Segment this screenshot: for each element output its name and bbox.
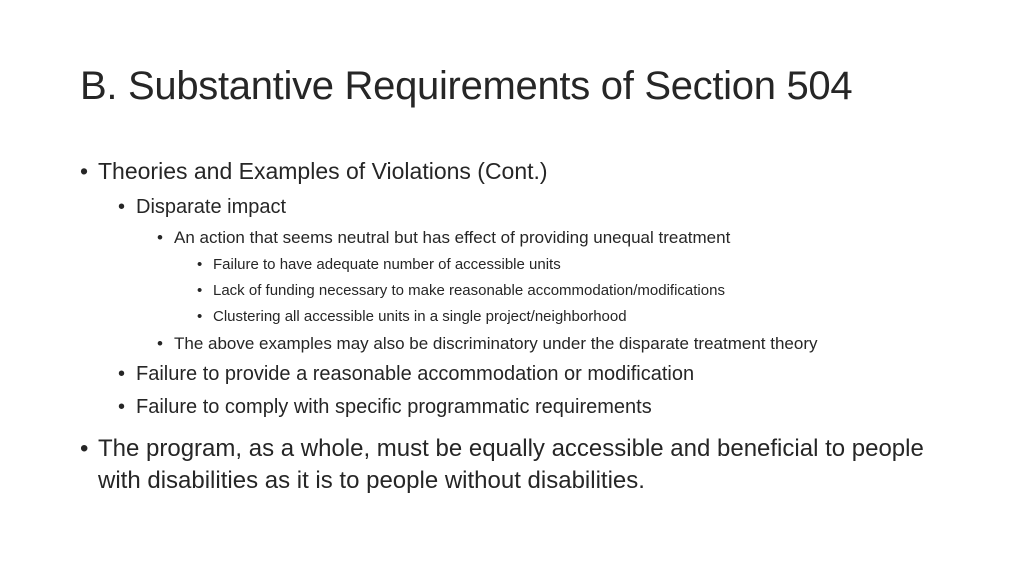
- bullet-text: Lack of funding necessary to make reasonable accommodation/modifications: [213, 282, 725, 299]
- bullet-dot: •: [197, 256, 203, 273]
- bullet-item-level-4: [197, 308, 627, 325]
- bullet-text: The above examples may also be discriminatory under the disparate treatment theory: [174, 334, 818, 353]
- bullet-text: Failure to have adequate number of accessible units: [213, 256, 561, 273]
- bullet-dot: •: [118, 196, 126, 218]
- bullet-item-level-3: [157, 228, 730, 248]
- bullet-text: Clustering all accessible units in a single project/neighborhood: [213, 308, 627, 325]
- bullet-dot: •: [80, 435, 89, 462]
- bullet-item-level-1: [80, 433, 940, 497]
- bullet-item-level-2: [118, 196, 286, 219]
- bullet-text: Failure to comply with specific programmatic requirements: [136, 396, 652, 418]
- slide-title: B. Substantive Requirements of Section 504: [80, 64, 853, 108]
- bullet-dot: •: [157, 228, 163, 247]
- bullet-item-level-1: [80, 158, 548, 185]
- bullet-text: Disparate impact: [136, 196, 287, 218]
- bullet-text: An action that seems neutral but has effect of providing unequal treatment: [174, 228, 731, 247]
- bullet-text: The program, as a whole, must be equally accessible and beneficial to people with disabilities as it is to people without disabilities.: [98, 435, 924, 494]
- bullet-dot: •: [80, 158, 89, 184]
- bullet-item-level-2: [118, 396, 652, 419]
- bullet-dot: •: [197, 282, 203, 299]
- bullet-dot: •: [197, 308, 203, 325]
- bullet-dot: •: [118, 396, 126, 418]
- bullet-item-level-2: [118, 363, 694, 386]
- bullet-item-level-4: [197, 282, 725, 299]
- bullet-item-level-4: [197, 256, 561, 273]
- bullet-dot: •: [118, 363, 126, 385]
- bullet-text: Failure to provide a reasonable accommodation or modification: [136, 363, 695, 385]
- bullet-item-level-3: [157, 334, 818, 354]
- bullet-dot: •: [157, 334, 163, 353]
- bullet-text: Theories and Examples of Violations (Cont.): [98, 158, 548, 184]
